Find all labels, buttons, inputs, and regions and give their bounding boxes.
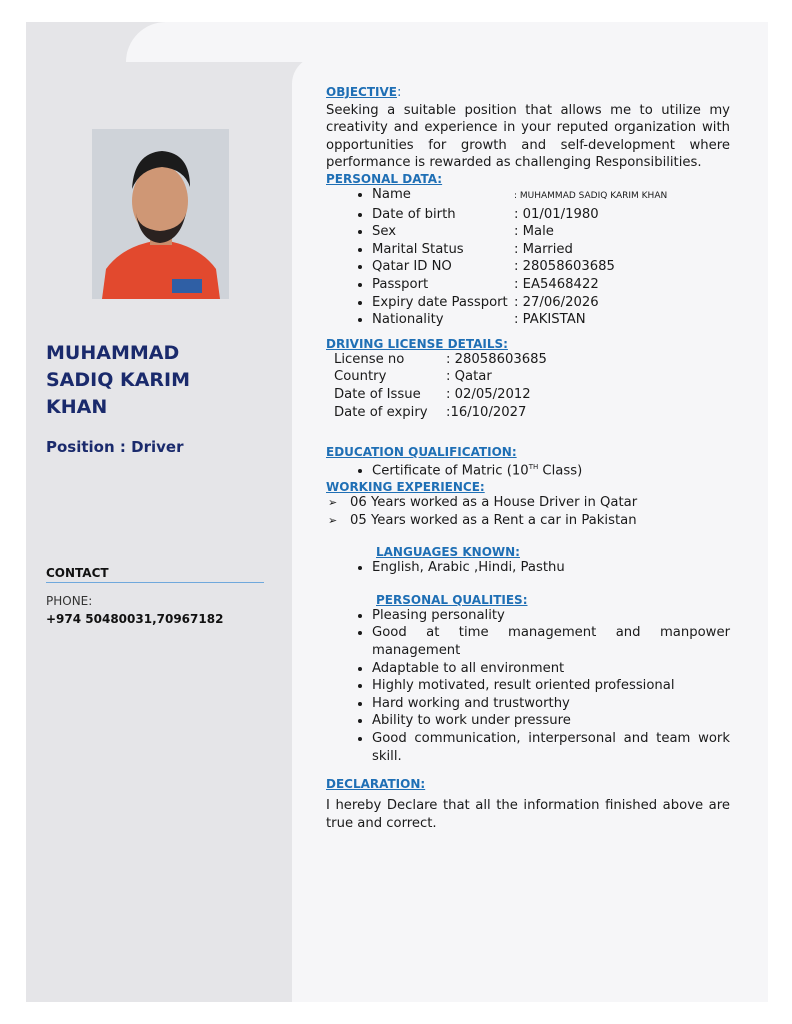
row-value: : 27/06/2026 xyxy=(514,294,599,310)
experience-heading: WORKING EXPERIENCE: xyxy=(326,480,485,495)
list-item: • Pleasing personality xyxy=(372,607,730,625)
row-value: : PAKISTAN xyxy=(514,312,586,328)
objective-heading: OBJECTIVE xyxy=(326,85,397,99)
driving-list xyxy=(326,351,730,421)
row-value: : Male xyxy=(514,224,554,240)
resume-content xyxy=(326,84,730,832)
row-value: : 28058603685 xyxy=(514,259,615,275)
list-item xyxy=(372,311,730,329)
row-value: : Married xyxy=(514,241,573,257)
personal-data-heading: PERSONAL DATA: xyxy=(326,171,443,186)
row-label: License no xyxy=(334,351,405,367)
objective-section xyxy=(326,84,730,172)
row-value: : Qatar xyxy=(446,369,492,385)
row-label: Date of expiry xyxy=(334,404,428,420)
row-label: Expiry date Passport xyxy=(372,294,508,310)
education-text: Certificate of Matric (10 xyxy=(372,463,529,479)
row-label: Country xyxy=(334,369,387,385)
experience-section xyxy=(326,480,730,529)
experience-list xyxy=(326,494,730,529)
list-item: • Good at time management and manpower management xyxy=(372,624,730,659)
list-item xyxy=(372,241,730,259)
declaration-heading: DECLARATION: xyxy=(326,777,426,792)
education-list xyxy=(326,459,730,480)
list-item: • Good communication, interpersonal and team work skill. xyxy=(372,730,730,765)
row-label: Nationality xyxy=(372,312,444,328)
row-value: : EA5468422 xyxy=(514,276,599,292)
personal-data-list xyxy=(326,186,730,329)
list-item xyxy=(334,386,730,404)
row-value: : 01/01/1980 xyxy=(514,206,599,222)
personal-data-section xyxy=(326,172,730,329)
objective-colon: : xyxy=(396,85,402,100)
list-item: • English, Arabic ,Hindi, Pasthu xyxy=(372,559,730,577)
list-item: • Ability to work under pressure xyxy=(372,712,730,730)
row-label: Sex xyxy=(372,224,397,240)
declaration-text: I hereby Declare that all the information finished above are true and correct. xyxy=(326,798,730,831)
position-line xyxy=(46,438,183,456)
education-heading: EDUCATION QUALIFICATION: xyxy=(326,445,517,460)
row-label: Qatar ID NO xyxy=(372,259,452,275)
row-label: Marital Status xyxy=(372,241,464,257)
name-line-3: KHAN xyxy=(46,396,108,418)
name-line-1: MUHAMMAD xyxy=(46,342,180,364)
phone-value: +974 50480031,70967182 xyxy=(46,612,224,626)
list-item xyxy=(334,404,730,422)
qualities-heading: PERSONAL QUALITIES: xyxy=(376,592,528,607)
row-value: : 02/05/2012 xyxy=(446,386,531,402)
position-value: Driver xyxy=(131,438,184,456)
candidate-name xyxy=(46,340,266,421)
education-suffix: Class) xyxy=(538,463,583,479)
list-item xyxy=(372,276,730,294)
list-item: • Adaptable to all environment xyxy=(372,660,730,678)
name-line-2: SADIQ KARIM xyxy=(46,369,191,391)
list-item: • Hard working and trustworthy xyxy=(372,695,730,713)
qualities-section xyxy=(326,593,730,765)
list-item xyxy=(372,223,730,241)
driving-heading: DRIVING LICENSE DETAILS: xyxy=(326,336,508,351)
languages-heading: LANGUAGES KNOWN: xyxy=(376,545,520,560)
qualities-list xyxy=(326,607,730,765)
list-item: • Highly motivated, result oriented professional xyxy=(372,677,730,695)
list-item xyxy=(372,206,730,224)
driving-section xyxy=(326,337,730,421)
contact-heading: CONTACT xyxy=(46,566,264,583)
languages-list xyxy=(326,559,730,577)
objective-text: Seeking a suitable position that allows me to utilize my creativity and experience in your reputed organization with opportunities for growth and self-development where performance is rewarded as challenging Responsibilities. xyxy=(326,102,730,171)
education-sup: TH xyxy=(528,463,539,472)
profile-photo xyxy=(92,129,229,299)
row-label: Name xyxy=(372,186,411,202)
row-value: : 28058603685 xyxy=(446,351,547,367)
list-item xyxy=(334,368,730,386)
list-item xyxy=(372,459,730,480)
list-item xyxy=(372,294,730,312)
list-item xyxy=(372,186,730,206)
position-label: Position : xyxy=(46,438,126,456)
row-value: : MUHAMMAD SADIQ KARIM KHAN xyxy=(514,190,668,201)
row-label: Passport xyxy=(372,276,429,292)
row-label: Date of Issue xyxy=(334,386,421,402)
declaration-section xyxy=(326,777,730,832)
list-item: ➢ 06 Years worked as a House Driver in Qatar xyxy=(328,494,730,512)
list-item xyxy=(334,351,730,369)
list-item xyxy=(372,258,730,276)
row-value: :16/10/2027 xyxy=(446,404,527,420)
phone-label: PHONE: xyxy=(46,594,93,608)
list-item: ➢ 05 Years worked as a Rent a car in Pakistan xyxy=(328,512,730,530)
education-section xyxy=(326,445,730,480)
row-label: Date of birth xyxy=(372,206,456,222)
languages-section xyxy=(326,545,730,577)
